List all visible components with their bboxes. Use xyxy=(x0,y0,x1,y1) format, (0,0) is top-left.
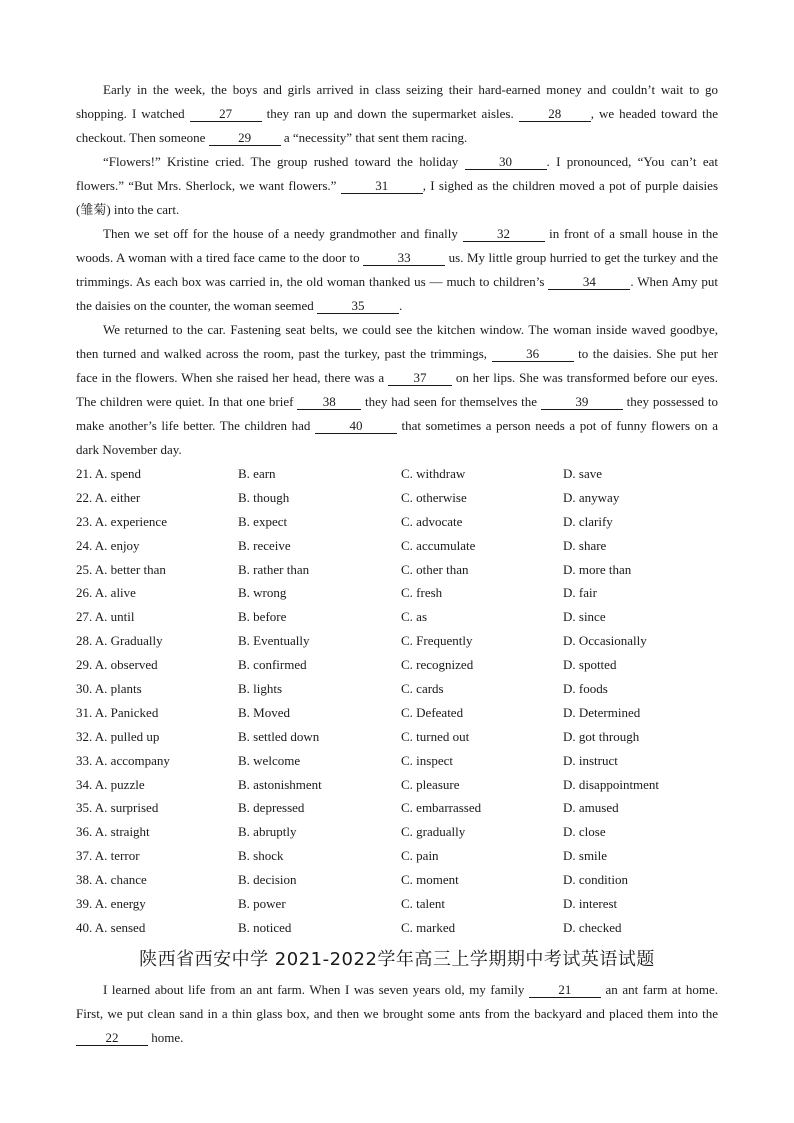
text: they had seen for themselves the xyxy=(361,394,541,409)
option-c[interactable]: C. turned out xyxy=(401,728,470,744)
option-row xyxy=(76,796,718,820)
blank-29[interactable]: 29 xyxy=(209,130,281,146)
option-a[interactable]: 35. A. surprised xyxy=(76,800,159,816)
paragraph-4 xyxy=(76,318,718,462)
option-a[interactable]: 32. A. pulled up xyxy=(76,728,160,744)
text: , I sighed as the children moved a pot of purple daisies (雏菊) into the cart. xyxy=(76,178,718,217)
option-b[interactable]: B. power xyxy=(238,895,286,911)
option-c[interactable]: C. talent xyxy=(401,895,446,911)
text: . xyxy=(399,298,403,313)
option-c[interactable]: C. other than xyxy=(401,561,469,577)
option-a[interactable]: 40. A. sensed xyxy=(76,919,146,935)
option-b[interactable]: B. Moved xyxy=(238,704,290,720)
option-c[interactable]: C. Defeated xyxy=(401,704,464,720)
option-a[interactable]: 27. A. until xyxy=(76,609,135,625)
option-c[interactable]: C. otherwise xyxy=(401,489,467,505)
option-d[interactable]: D. share xyxy=(563,537,607,553)
section-title: 陕西省西安中学 2021-2022学年高三上学期期中考试英语试题 xyxy=(139,948,655,970)
paragraph-3 xyxy=(76,222,718,318)
option-c[interactable]: C. marked xyxy=(401,919,456,935)
text: home. xyxy=(148,1029,184,1045)
option-a[interactable]: 25. A. better than xyxy=(76,561,166,577)
blank-40[interactable]: 40 xyxy=(315,418,397,434)
options-table xyxy=(76,462,718,940)
blank-21[interactable]: 21 xyxy=(529,982,601,998)
blank-38[interactable]: 38 xyxy=(297,394,361,410)
text: that sometimes a person needs a pot of funny flowers on a dark November day. xyxy=(76,418,718,457)
option-d[interactable]: D. close xyxy=(563,824,606,840)
text: Then we set off for the house of a needy grandmother and finally xyxy=(103,226,463,241)
option-row xyxy=(76,844,718,868)
option-row xyxy=(76,725,718,749)
option-d[interactable]: D. Occasionally xyxy=(563,633,647,649)
option-d[interactable]: D. clarify xyxy=(563,513,613,529)
option-c[interactable]: C. fresh xyxy=(401,585,443,601)
option-row xyxy=(76,916,718,940)
text: they possessed to make another’s life better. The children had xyxy=(76,394,718,433)
option-b[interactable]: B. confirmed xyxy=(238,657,307,673)
option-row xyxy=(76,534,718,558)
option-a[interactable]: 31. A. Panicked xyxy=(76,704,159,720)
option-b[interactable]: B. though xyxy=(238,489,290,505)
option-b[interactable]: B. lights xyxy=(238,680,283,696)
option-b[interactable]: B. Eventually xyxy=(238,633,310,649)
option-a[interactable]: 34. A. puzzle xyxy=(76,776,145,792)
option-d[interactable]: D. foods xyxy=(563,680,608,696)
option-b[interactable]: B. depressed xyxy=(238,800,305,816)
option-a[interactable]: 23. A. experience xyxy=(76,513,167,529)
option-a[interactable]: 37. A. terror xyxy=(76,848,140,864)
option-a[interactable]: 24. A. enjoy xyxy=(76,537,140,553)
text: a “necessity” that sent them racing. xyxy=(280,130,468,145)
option-b[interactable]: B. expect xyxy=(238,513,288,529)
text: “Flowers!” Kristine cried. The group rushed toward the holiday xyxy=(103,154,465,169)
option-c[interactable]: C. recognized xyxy=(401,657,474,673)
text: , we headed toward the checkout. Then someone xyxy=(76,106,718,145)
option-c[interactable]: C. accumulate xyxy=(401,537,476,553)
option-b[interactable]: B. shock xyxy=(238,848,284,864)
blank-37[interactable]: 37 xyxy=(388,370,452,386)
blank-28[interactable]: 28 xyxy=(519,106,591,122)
option-d[interactable]: D. anyway xyxy=(563,489,620,505)
option-b[interactable]: B. wrong xyxy=(238,585,287,601)
option-row xyxy=(76,462,718,486)
option-a[interactable]: 22. A. either xyxy=(76,489,141,505)
blank-36[interactable]: 36 xyxy=(492,346,574,362)
option-row xyxy=(76,892,718,916)
option-d[interactable]: D. condition xyxy=(563,872,628,888)
option-row xyxy=(76,820,718,844)
option-c[interactable]: C. embarrassed xyxy=(401,800,482,816)
option-b[interactable]: B. astonishment xyxy=(238,776,322,792)
option-row xyxy=(76,677,718,701)
option-b[interactable]: B. welcome xyxy=(238,752,301,768)
option-row xyxy=(76,558,718,582)
option-b[interactable]: B. abruptly xyxy=(238,824,297,840)
option-d[interactable]: D. spotted xyxy=(563,657,617,673)
option-b[interactable]: B. settled down xyxy=(238,728,320,744)
option-b[interactable]: B. rather than xyxy=(238,561,310,577)
option-c[interactable]: C. pleasure xyxy=(401,776,460,792)
text: to the daisies. She put her face in the flowers. When she raised her head, there was a xyxy=(76,346,718,385)
option-d[interactable]: D. checked xyxy=(563,919,622,935)
paragraph-2 xyxy=(76,150,718,222)
option-d[interactable]: D. smile xyxy=(563,848,608,864)
option-row xyxy=(76,653,718,677)
option-a[interactable]: 26. A. alive xyxy=(76,585,136,601)
text: on her lips. She was transformed before our eyes. The children were quiet. In that one brief xyxy=(76,370,718,409)
option-b[interactable]: B. noticed xyxy=(238,919,292,935)
option-c[interactable]: C. advocate xyxy=(401,513,463,529)
option-row xyxy=(76,629,718,653)
option-a[interactable]: 39. A. energy xyxy=(76,895,146,911)
text: We returned to the car. Fastening seat belts, we could see the kitchen window. The woman inside waved goodbye, then turned and walked across the room, past the turkey, past the trimmings, xyxy=(76,322,718,361)
option-a[interactable]: 33. A. accompany xyxy=(76,752,170,768)
paragraph-1 xyxy=(76,78,718,150)
option-c[interactable]: C. moment xyxy=(401,872,459,888)
blank-34[interactable]: 34 xyxy=(548,274,630,290)
option-b[interactable]: B. earn xyxy=(238,465,276,481)
option-d[interactable]: D. Determined xyxy=(563,704,641,720)
option-a[interactable]: 36. A. straight xyxy=(76,824,150,840)
text: Early in the week, the boys and girls arrived in class seizing their hard-earned money and couldn’t wait to go shopping. I watched xyxy=(76,82,718,121)
option-row xyxy=(76,510,718,534)
option-row xyxy=(76,868,718,892)
option-a[interactable]: 29. A. observed xyxy=(76,657,158,673)
option-d[interactable]: D. disappointment xyxy=(563,776,660,792)
text: us. My little group hurried to get the turkey and the trimmings. As each box was carried in, the old woman thanked us — much to children’s xyxy=(76,250,718,289)
option-c[interactable]: C. withdraw xyxy=(401,465,466,481)
blank-39[interactable]: 39 xyxy=(541,394,623,410)
exam-page xyxy=(76,78,718,1050)
option-d[interactable]: D. interest xyxy=(563,895,618,911)
option-row xyxy=(76,773,718,797)
text: they ran up and down the supermarket aisles. xyxy=(261,106,519,121)
option-a[interactable]: 38. A. chance xyxy=(76,872,147,888)
option-d[interactable]: D. got through xyxy=(563,728,640,744)
blank-30[interactable]: 30 xyxy=(465,154,547,170)
blank-27[interactable]: 27 xyxy=(190,106,262,122)
option-b[interactable]: B. before xyxy=(238,609,287,625)
option-row xyxy=(76,486,718,510)
paragraph-passage2 xyxy=(76,978,718,1050)
text: in front of a small house in the woods. A woman with a tired face came to the door to xyxy=(76,226,718,265)
option-d[interactable]: D. save xyxy=(563,465,602,481)
option-c[interactable]: C. pain xyxy=(401,848,439,864)
option-d[interactable]: D. fair xyxy=(563,585,597,601)
text: I learned about life from an ant farm. When I was seven years old, my family xyxy=(103,981,529,997)
text: an ant farm at home. First, we put clean sand in a thin glass box, and then we brought some ants from the backyard and placed them into the xyxy=(76,981,718,1021)
option-a[interactable]: 28. A. Gradually xyxy=(76,633,163,649)
option-d[interactable]: D. since xyxy=(563,609,606,625)
text: . When Amy put the daisies on the counter, the woman seemed xyxy=(76,274,718,313)
option-a[interactable]: 30. A. plants xyxy=(76,680,142,696)
option-b[interactable]: B. decision xyxy=(238,872,297,888)
blank-32[interactable]: 32 xyxy=(463,226,545,242)
option-d[interactable]: D. instruct xyxy=(563,752,618,768)
option-c[interactable]: C. cards xyxy=(401,680,444,696)
blank-35[interactable]: 35 xyxy=(317,298,399,314)
option-d[interactable]: D. more than xyxy=(563,561,632,577)
option-a[interactable]: 21. A. spend xyxy=(76,465,141,481)
option-row xyxy=(76,581,718,605)
option-d[interactable]: D. amused xyxy=(563,800,619,816)
option-c[interactable]: C. as xyxy=(401,609,427,625)
option-row xyxy=(76,749,718,773)
text: . I pronounced, “You can’t eat flowers.” “But Mrs. Sherlock, we want flowers.” xyxy=(76,154,718,193)
blank-22[interactable]: 22 xyxy=(76,1030,148,1046)
option-b[interactable]: B. receive xyxy=(238,537,291,553)
option-row xyxy=(76,701,718,725)
option-c[interactable]: C. gradually xyxy=(401,824,466,840)
option-c[interactable]: C. inspect xyxy=(401,752,453,768)
blank-33[interactable]: 33 xyxy=(363,250,445,266)
blank-31[interactable]: 31 xyxy=(341,178,423,194)
option-row xyxy=(76,605,718,629)
option-c[interactable]: C. Frequently xyxy=(401,633,473,649)
